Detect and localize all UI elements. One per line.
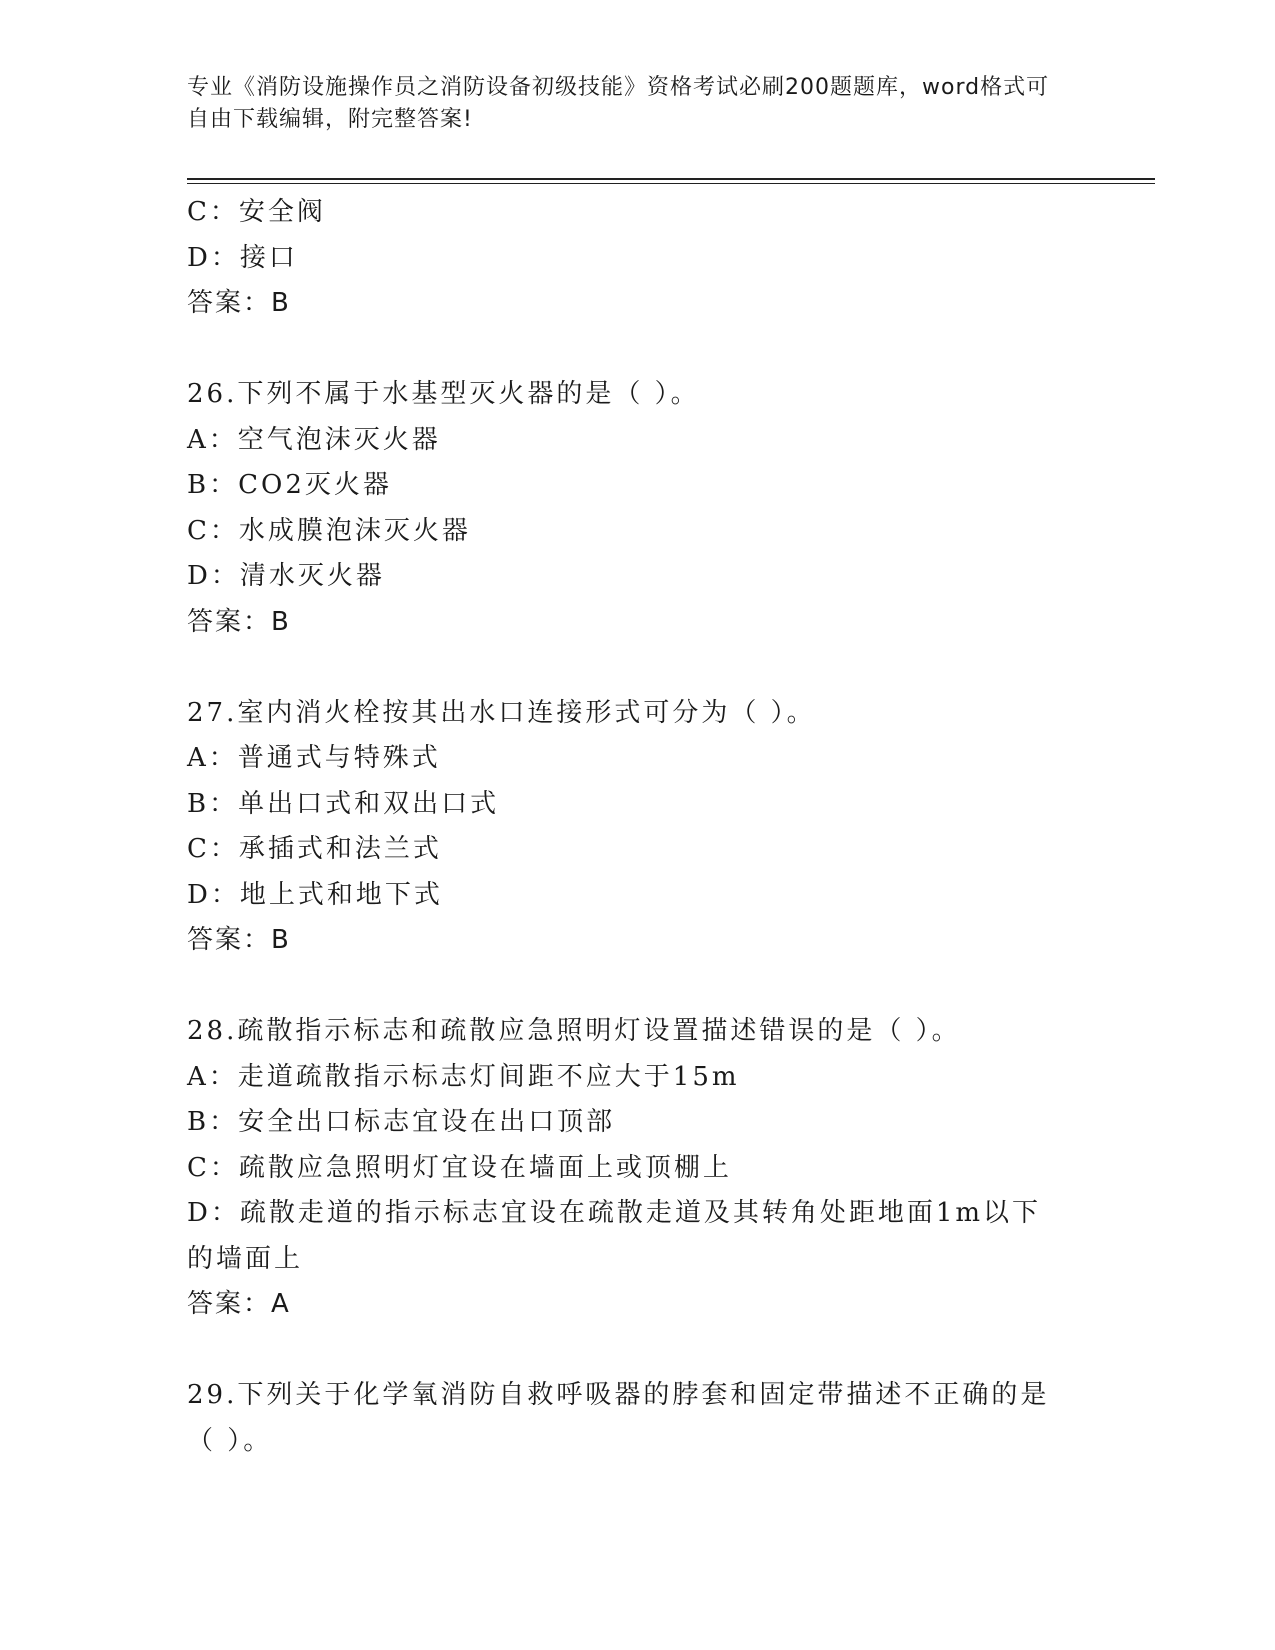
spacer	[187, 645, 1067, 691]
question-28-stem: 28.疏散指示标志和疏散应急照明灯设置描述错误的是（ ）。	[187, 1016, 961, 1046]
question-26-option-a: A：空气泡沫灭火器	[187, 424, 441, 455]
prev-option-c: C：安全阀	[187, 197, 326, 227]
question-content	[187, 190, 1067, 1464]
spacer	[187, 1328, 1067, 1374]
question-26-stem: 26.下列不属于水基型灭火器的是（ ）。	[187, 379, 700, 409]
header-rule-thin	[187, 183, 1155, 184]
spacer	[187, 964, 1067, 1010]
header-rule-thick	[187, 178, 1155, 180]
question-26-option-c: C：水成膜泡沫灭火器	[187, 515, 471, 546]
question-28-option-b: B：安全出口标志宜设在出口顶部	[187, 1107, 616, 1137]
question-27-stem: 27.室内消火栓按其出水口连接形式可分为（ ）。	[187, 697, 816, 728]
question-28-answer: 答案：A	[187, 1289, 291, 1319]
question-29-stem: 29.下列关于化学氧消防自救呼吸器的脖套和固定带描述不正确的是（ ）。	[187, 1380, 1050, 1456]
question-28-option-a: A：走道疏散指示标志灯间距不应大于15m	[187, 1061, 740, 1092]
question-27-option-d: D：地上式和地下式	[187, 879, 443, 910]
question-27-option-b: B：单出口式和双出口式	[187, 788, 500, 819]
question-26-option-b: B：CO2灭火器	[187, 470, 392, 500]
prev-option-d: D：接口	[187, 242, 298, 273]
question-28-option-c: C：疏散应急照明灯宜设在墙面上或顶棚上	[187, 1152, 732, 1183]
prev-answer: 答案：B	[187, 288, 291, 318]
question-28-option-d: D：疏散走道的指示标志宜设在疏散走道及其转角处距地面1m以下的墙面上	[187, 1198, 1042, 1274]
question-26-answer: 答案：B	[187, 606, 291, 637]
question-26-option-d: D：清水灭火器	[187, 561, 385, 591]
spacer	[187, 327, 1067, 373]
question-27-option-c: C：承插式和法兰式	[187, 834, 442, 864]
question-27-option-a: A：普通式与特殊式	[187, 743, 441, 773]
question-27-answer: 答案：B	[187, 925, 291, 955]
document-header: 专业《消防设施操作员之消防设备初级技能》资格考试必刷200题题库，word格式可自由下载编辑，附完整答案!	[187, 75, 1050, 132]
